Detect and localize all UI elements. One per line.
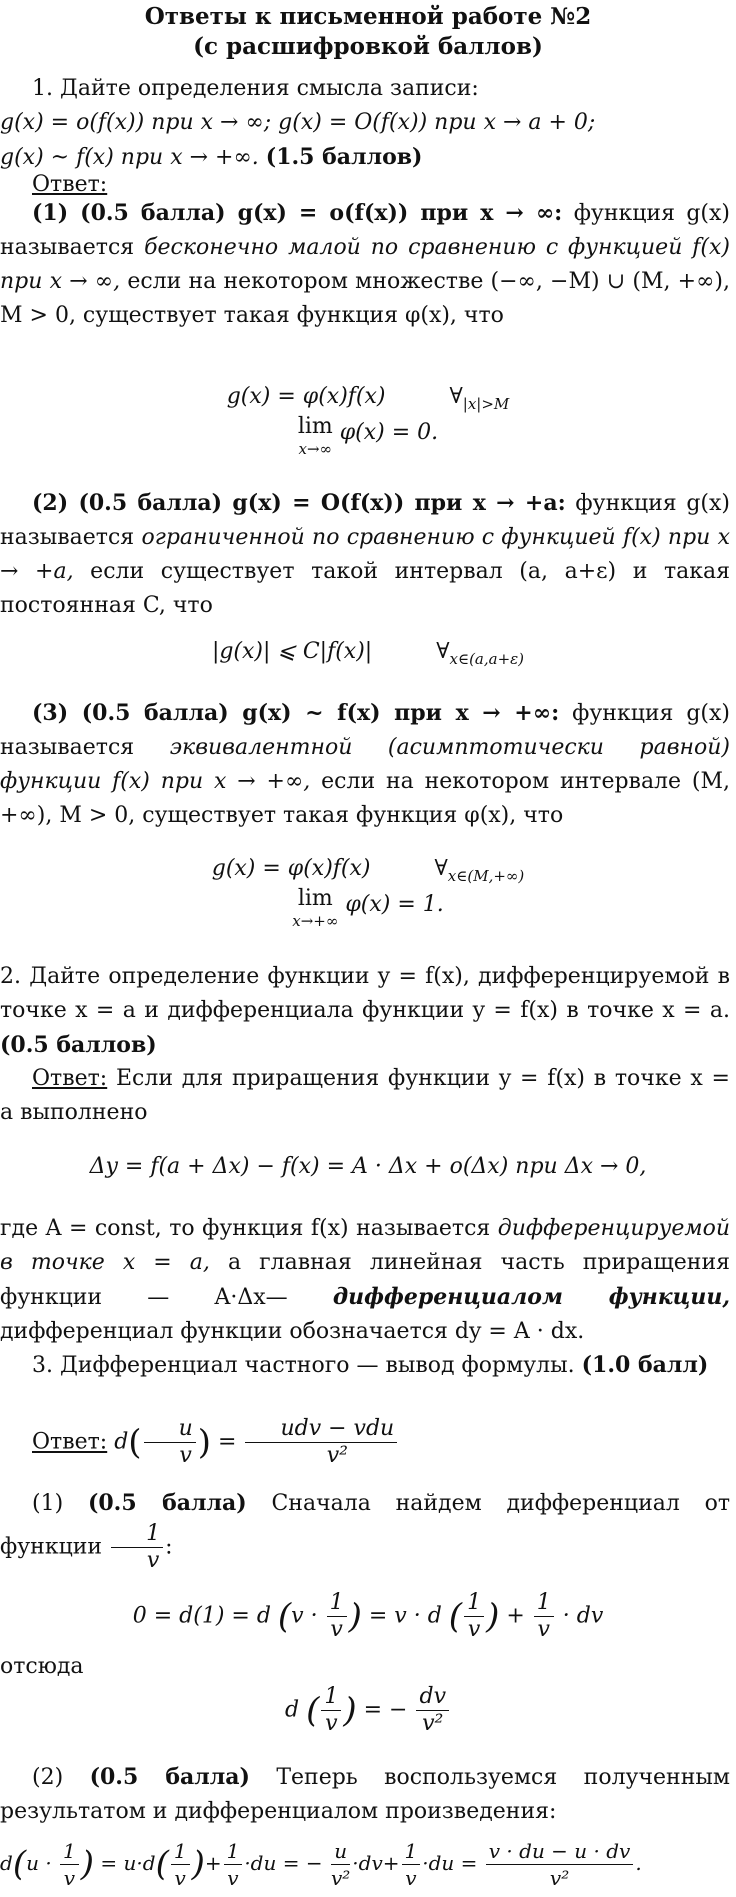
eq1-mid: = v · d xyxy=(368,1603,442,1629)
q3-hence: отсюда xyxy=(0,1654,84,1679)
q1-part2-text-b: если существует такой интервал (a, a+ε) и такая постоянная C, что xyxy=(0,559,730,618)
equals-sign: = xyxy=(218,1429,237,1455)
numerator: 1 xyxy=(171,1838,190,1865)
q2-text-2c: дифференциал функции обозначается dy = A · dx. xyxy=(0,1319,585,1344)
q1-part3-text-a: функция g(x) называется xyxy=(0,701,730,760)
numerator: 1 xyxy=(402,1838,421,1865)
q1-part1-equation-2 xyxy=(0,416,736,460)
q3-part1-points: (0.5 балла) xyxy=(87,1490,247,1516)
limit-operator xyxy=(292,888,338,932)
q2-text-2b: а главная линейная часть приращения функции — A·Δx— xyxy=(0,1250,731,1310)
q2-intro: 2. Дайте определение функции y = f(x), дифференцируемой в точке x = a и дифференциала функции y = f(x) в точке x = a. xyxy=(0,964,730,1023)
numerator: u xyxy=(144,1416,196,1443)
eq1-left: 0 = d(1) = d xyxy=(132,1603,271,1629)
q1-part2-eq-cond: x∈(a,a+ε) xyxy=(449,650,525,668)
denominator: v xyxy=(330,1617,343,1642)
fraction-1-over-v xyxy=(60,1838,79,1891)
title-line-1: Ответы к письменной работе №2 xyxy=(144,3,592,30)
q1-part2-paragraph xyxy=(0,486,730,623)
q1-part1-head: (1) (0.5 балла) g(x) = o(f(x)) при x → ∞: xyxy=(32,200,563,226)
q3-intro-paragraph xyxy=(0,1348,730,1383)
numerator: 1 xyxy=(60,1838,79,1865)
q3-part2-paragraph xyxy=(0,1760,730,1829)
q1-part2-head: (2) (0.5 балла) g(x) = O(f(x)) при x → +a: xyxy=(32,490,566,516)
fraction-1-over-v xyxy=(171,1838,190,1891)
q1-part3-eq1-cond: x∈(M,+∞) xyxy=(447,867,525,885)
fraction-1-over-v xyxy=(224,1838,243,1891)
denominator: v² xyxy=(549,1866,570,1890)
denominator: v xyxy=(325,1711,338,1736)
denominator: v xyxy=(63,1866,76,1890)
q1-part3-text-b: если на некотором интервале (M, +∞), M > 0, существует такая функция φ(x), что xyxy=(0,769,731,828)
denominator: v xyxy=(405,1866,417,1890)
denominator: v² xyxy=(326,1443,348,1468)
q1-part1-term: бесконечно малой по сравнению с функцией f(x) при x → ∞, xyxy=(0,235,730,294)
q1-formula-line-2: g(x) ~ f(x) при x → +∞. xyxy=(0,145,259,170)
q1-part2-text-a: функция g(x) называется xyxy=(0,491,730,550)
q1-part1-eq1: g(x) = φ(x)f(x) xyxy=(226,384,386,409)
q1-part1-text-a: функция g(x) называется xyxy=(0,201,730,260)
q1-part3-eq2: φ(x) = 1. xyxy=(345,892,444,917)
forall-symbol: ∀ xyxy=(449,384,463,409)
q1-part1-eq2: φ(x) = 0. xyxy=(339,420,439,445)
numerator: u xyxy=(331,1838,350,1865)
eq2-left: d xyxy=(284,1697,300,1723)
limit-operator xyxy=(298,416,333,460)
denominator: v xyxy=(174,1866,186,1890)
numerator: 1 xyxy=(534,1590,554,1617)
q1-part1-text-b: если на некотором множестве (−∞, −M) ∪ (M, +∞), M > 0, существует такая функция φ(x), что xyxy=(0,269,731,328)
q1-points: (1.5 баллов) xyxy=(265,144,423,170)
period: . xyxy=(635,1851,642,1875)
q2-text-2a: где A = const, то функция f(x) называется xyxy=(0,1216,491,1241)
denominator: v² xyxy=(422,1711,444,1736)
q2-answer-paragraph xyxy=(0,1062,730,1130)
fraction-1-over-v xyxy=(111,1521,163,1574)
denominator: v xyxy=(227,1866,239,1890)
q2-text-1: Если для приращения функции y = f(x) в точке x = a выполнено xyxy=(0,1066,730,1125)
eq1-v: v xyxy=(291,1603,304,1629)
q1-part2-eq: |g(x)| ⩽ C|f(x)| xyxy=(211,639,373,664)
lim-under: x→∞ xyxy=(298,440,333,458)
q2-term-2: дифференциалом функции, xyxy=(332,1284,730,1310)
q2-intro-paragraph xyxy=(0,960,730,1063)
q3-answer-line: Ответ: d( $\frac{u}{v}$ ) = $\frac{\text{udv − vdu}}{\text{v²}}$ xyxy=(0,1416,730,1469)
denominator: v xyxy=(146,1548,160,1573)
q1-part2-equation xyxy=(0,635,736,676)
title-line-2: (с расшифровкой баллов) xyxy=(193,33,543,60)
fraction-1-over-v xyxy=(464,1590,484,1643)
dot: · xyxy=(310,1603,318,1629)
q2-term-1: дифференцируемой в точке x = a, xyxy=(0,1216,730,1275)
q1-part1-paragraph xyxy=(0,196,730,333)
q1-part2-term: ограниченной по сравнению с функцией f(x) при x → +a, xyxy=(0,525,730,584)
eq3-u: u · xyxy=(26,1851,52,1875)
q3-answer-d: d xyxy=(114,1429,129,1455)
q2-points: (0.5 баллов) xyxy=(0,1032,157,1058)
forall-symbol: ∀ xyxy=(436,639,450,664)
q1-part1-eq1-cond: |x|>M xyxy=(462,395,510,413)
q1-part3-head: (3) (0.5 балла) g(x) ~ f(x) при x → +∞: xyxy=(32,700,560,726)
plus-sign: + xyxy=(506,1603,525,1629)
fraction-dv-over-v2 xyxy=(416,1684,449,1737)
q3-equation-1: 0 = d(1) = d (v · $\frac{1}{v}$ ) = v · d ( $\frac{1}{v}$ ) + $\frac{1}{v}$ · dv xyxy=(132,1590,604,1642)
q1-intro: 1. Дайте определения смысла записи: xyxy=(32,76,479,101)
q1-intro-paragraph xyxy=(0,72,730,106)
denominator: v xyxy=(179,1443,192,1468)
eq3-d: d xyxy=(0,1851,13,1875)
denominator: v xyxy=(537,1617,550,1642)
eq3-b: = u·d xyxy=(100,1851,156,1875)
numerator: 1 xyxy=(111,1521,163,1548)
numerator: udv − vdu xyxy=(245,1416,397,1443)
fraction-1-over-v xyxy=(321,1684,341,1737)
fraction-1-over-v xyxy=(327,1590,347,1643)
q1-part3-paragraph xyxy=(0,696,730,833)
fraction-u-over-v2 xyxy=(331,1838,350,1891)
fraction-u-over-v xyxy=(144,1416,196,1469)
eq2-mid: = − xyxy=(363,1697,408,1723)
eq3-e: ·du = xyxy=(422,1851,478,1875)
eq1-right: · dv xyxy=(562,1603,604,1629)
q3-part2-points: (0.5 балла) xyxy=(89,1764,250,1790)
fraction-result xyxy=(486,1838,634,1891)
q3-part2-text: Теперь воспользуемся полученным результатом и дифференциалом произведения: xyxy=(0,1765,730,1824)
denominator: v² xyxy=(330,1866,351,1890)
q3-points: (1.0 балл) xyxy=(581,1352,709,1378)
q3-part1-num: (1) xyxy=(32,1491,64,1516)
lim-under: x→+∞ xyxy=(292,912,339,930)
document-title xyxy=(0,2,736,62)
forall-symbol: ∀ xyxy=(434,856,448,881)
numerator: 1 xyxy=(327,1590,347,1617)
q2-text-2-paragraph xyxy=(0,1212,730,1349)
q2-equation: Δy = f(a + Δx) − f(x) = A · Δx + o(Δx) при Δx → 0, xyxy=(89,1154,647,1179)
q1-part1-equation-1 xyxy=(0,380,736,421)
q3-equation-2: d ( $\frac{1}{v}$ ) = − $\frac{dv}{\text{v²}}$ xyxy=(0,1684,736,1737)
numerator: 1 xyxy=(464,1590,484,1617)
numerator: 1 xyxy=(321,1684,341,1711)
q3-answer-label: Ответ: xyxy=(32,1429,108,1455)
q1-part3-eq1: g(x) = φ(x)f(x) xyxy=(211,856,371,881)
denominator: v xyxy=(467,1617,481,1642)
q3-equation-3: d(u · $\frac{1}{v}$ ) = u·d( $\frac{1}{v}$ )+ $\frac{1}{v}$ ·du = − $\frac{u}{\text{v²}}$ ·dv+ $\frac{1}{v}$ ·du = $\frac{v \cdot du - u \cdot dv}{\text{v²}}$ . xyxy=(0,1839,642,1890)
q1-part3-equation-2 xyxy=(0,888,736,932)
fraction-1-over-v xyxy=(534,1590,554,1643)
plus-sign: + xyxy=(204,1851,222,1875)
q3-part1-paragraph xyxy=(0,1486,730,1574)
numerator: dv xyxy=(416,1684,449,1711)
colon: : xyxy=(165,1534,173,1560)
eq3-c: ·du = − xyxy=(244,1851,323,1875)
numerator: 1 xyxy=(224,1838,243,1865)
numerator: v · du − u · dv xyxy=(486,1838,634,1865)
q3-answer-fraction xyxy=(245,1416,397,1469)
q3-intro: 3. Дифференциал частного — вывод формулы. xyxy=(32,1353,575,1378)
q2-answer-label: Ответ: xyxy=(32,1066,108,1091)
q1-part3-equation-1 xyxy=(0,852,736,893)
fraction-1-over-v xyxy=(402,1838,421,1891)
lim-label: lim xyxy=(297,886,333,911)
q1-answer-label: Ответ: xyxy=(32,172,108,197)
eq3-d-term: ·dv+ xyxy=(352,1851,400,1875)
q1-formula-line: g(x) = o(f(x)) при x → ∞; g(x) = O(f(x)) при x → a + 0; xyxy=(0,110,596,135)
lim-label: lim xyxy=(297,414,333,439)
q3-part1-text: Сначала найдем дифференциал от функции xyxy=(0,1491,731,1560)
q3-part2-num: (2) xyxy=(32,1765,64,1790)
q1-part3-term: эквивалентной (асимптотически равной) функции f(x) при x → +∞, xyxy=(0,735,731,794)
